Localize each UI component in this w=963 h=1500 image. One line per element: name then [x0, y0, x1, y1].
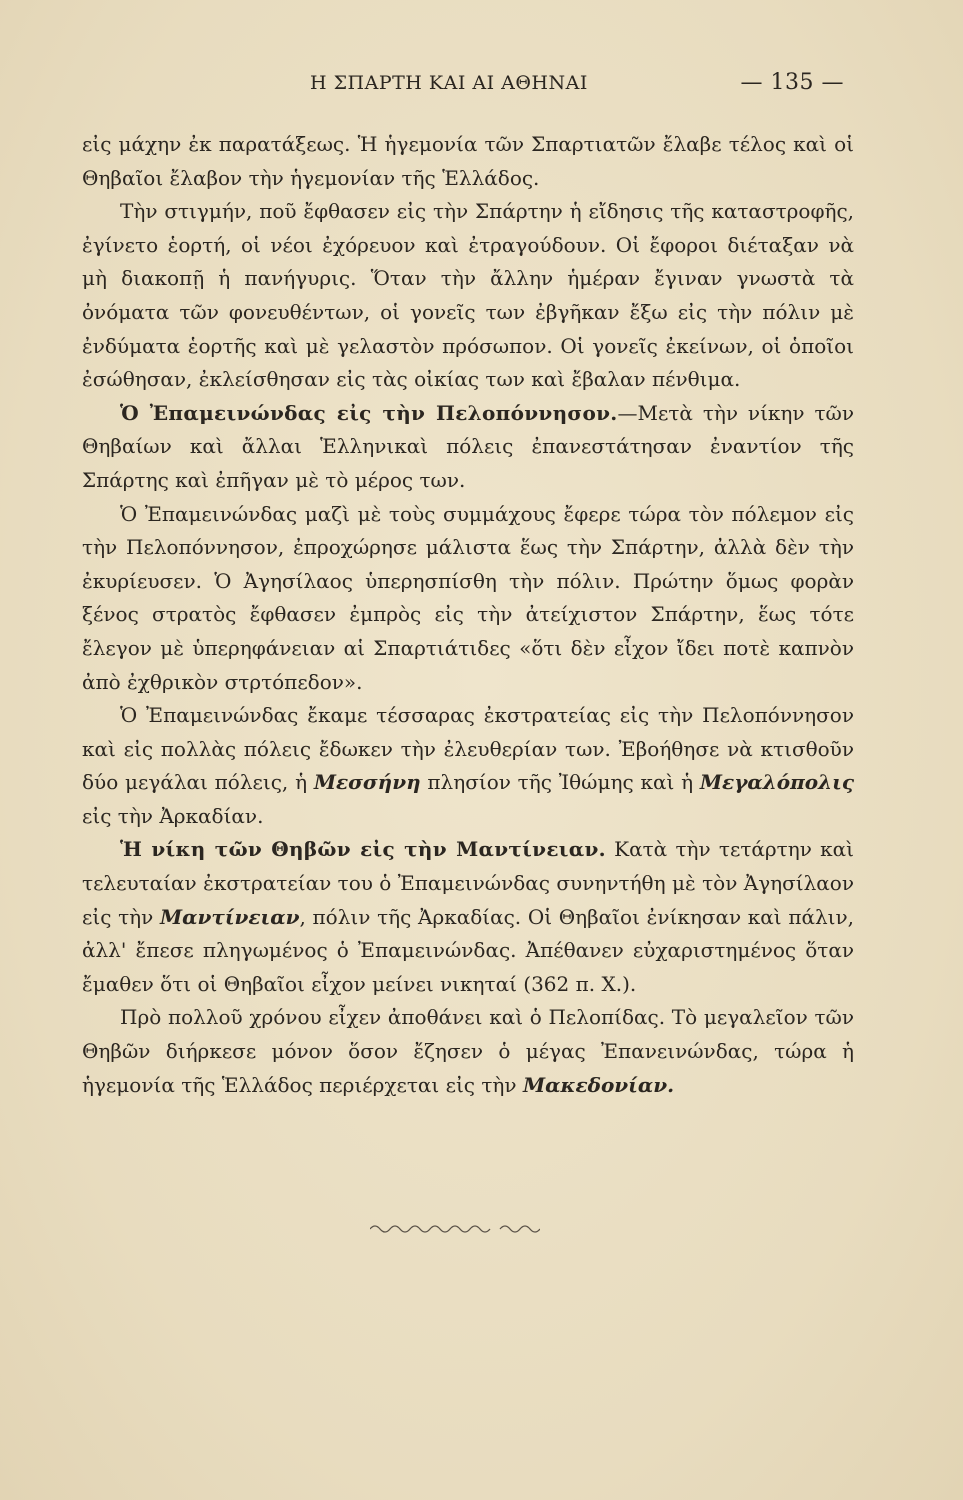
- place-megalopolis: Μεγαλόπολις: [699, 770, 855, 795]
- paragraph-3: [82, 397, 854, 498]
- paragraph-6: [82, 833, 854, 1001]
- paragraph-7-text: Πρὸ πολλοῦ χρόνου εἶχεν ἀποθάνει καὶ ὁ Πελοπίδας. Τὸ μεγαλεῖον τῶν Θηβῶν διήρκεσε μόνον ὅσον ἔζησεν ὁ μέγας Ἐπανεινώνδας, τώρα ἡ ἡγεμονία τῆς Ἑλλάδος περιέρχεται εἰς τὴν: [82, 1005, 854, 1097]
- paragraph-5-text-a: Ὁ Ἐπαμεινώνδας ἔκαμε τέσσαρας ἐκστρατείας εἰς τὴν Πελοπόννησον καὶ εἰς πολλὰς πόλεις ἔδωκεν τὴν ἐλευθερίαν των. Ἐβοήθησε νὰ κτισθοῦν δύο μεγάλαι πόλεις, ἡ: [82, 703, 854, 795]
- paragraph-7: [82, 1001, 854, 1102]
- page-header: [82, 68, 852, 104]
- paragraph-1: [82, 128, 854, 195]
- paragraph-6-text-b: , πόλιν τῆς Ἀρκαδίας. Οἱ Θηβαῖοι ἐνίκησαν καὶ πάλιν, ἀλλ' ἔπεσε πληγωμένος ὁ Ἐπαμεινώνδας. Ἀπέθανεν εὐχαριστημένος ὅταν ἔμαθεν ὅτι οἱ Θηβαῖοι εἶχον μείνει νικηταί (362 π. Χ.).: [82, 904, 855, 996]
- body-text: [82, 128, 854, 1102]
- paragraph-5: [82, 699, 854, 833]
- paragraph-1-text: εἰς μάχην ἐκ παρατάξεως. Ἡ ἡγεμονία τῶν Σπαρτιατῶν ἔλαβε τέλος καὶ οἱ Θηβαῖοι ἔλαβον τὴν ἡγεμονίαν τῆς Ἑλλάδος.: [82, 132, 854, 190]
- running-title: Η ΣΠΑΡΤΗ ΚΑΙ ΑΙ ΑΘΗΝΑΙ: [310, 72, 588, 94]
- paragraph-2: [82, 195, 854, 397]
- paragraph-5-text-b: πλησίον τῆς Ἰθώμης καὶ ἡ: [420, 770, 700, 795]
- paragraph-6-text-a: Κατὰ τὴν τετάρτην καὶ τελευταίαν ἐκστρατείαν του ὁ Ἐπαμεινώνδας συνηντήθη μὲ τὸν Ἀγησίλαον εἰς τὴν: [82, 837, 854, 929]
- paragraph-4-text: Ὁ Ἐπαμεινώνδας μαζὶ μὲ τοὺς συμμάχους ἔφερε τώρα τὸν πόλεμον εἰς τὴν Πελοπόννησον, ἐπροχώρησε μάλιστα ἕως τὴν Σπάρτην, ἀλλὰ δὲν τὴν ἐκυρίευσεν. Ὁ Ἀγησίλαος ὑπερησπίσθη τὴν πόλιν. Πρώτην ὅμως φορὰν ξένος στρατὸς ἔφθασεν ἐμπρὸς εἰς τὴν ἀτείχιστον Σπάρτην, ἕως τότε ἔλεγον μὲ ὑπερηφάνειαν αἱ Σπαρτιάτιδες «ὅτι δὲν εἶχον ἴδει ποτὲ καπνὸν ἀπὸ ἐχθρικὸν στρτόπεδον».: [82, 501, 854, 694]
- paragraph-4: [82, 498, 854, 700]
- place-mantineia: Μαντίνειαν: [159, 904, 300, 929]
- section-heading-epaminondas: Ὁ Ἐπαμεινώνδας εἰς τὴν Πελοπόννησον.: [120, 400, 618, 425]
- place-messene: Μεσσήνη: [313, 770, 421, 795]
- paragraph-5-text-c: εἰς τὴν Ἀρκαδίαν.: [82, 803, 264, 828]
- paragraph-2-text: Τὴν στιγμήν, ποῦ ἔφθασεν εἰς τὴν Σπάρτην ἡ εἴδησις τῆς καταστροφῆς, ἐγίνετο ἑορτή, οἱ νέοι ἐχόρευον καὶ ἐτραγούδουν. Οἱ ἔφοροι διέταξαν νὰ μὴ διακοπῇ ἡ πανήγυρις. Ὅταν τὴν ἄλλην ἡμέραν ἔγιναν γνωστὰ τὰ ὀνόματα τῶν φονευθέντων, οἱ γονεῖς των ἐβγῆκαν ἔξω εἰς τὴν πόλιν μὲ ἐνδύματα ἑορτῆς καὶ μὲ γελαστὸν πρόσωπον. Οἱ γονεῖς ἐκείνων, οἱ ὁποῖοι ἐσώθησαν, ἐκλείσθησαν εἰς τὰς οἰκίας των καὶ ἔβαλαν πένθιμα.: [82, 199, 854, 392]
- section-heading-mantineia: Ἡ νίκη τῶν Θηβῶν εἰς τὴν Μαντίνειαν.: [120, 837, 606, 862]
- page-number: — 135 —: [740, 70, 844, 95]
- place-macedonia: Μακεδονίαν.: [522, 1072, 675, 1097]
- paragraph-3-text: —Μετὰ τὴν νίκην τῶν Θηβαίων καὶ ἄλλαι Ἑλληνικαὶ πόλεις ἐπανεστάτησαν ἐναντίον τῆς Σπάρτης καὶ ἐπῆγαν μὲ τὸ μέρος των.: [82, 400, 854, 492]
- wavy-line-ornament: [370, 1222, 540, 1236]
